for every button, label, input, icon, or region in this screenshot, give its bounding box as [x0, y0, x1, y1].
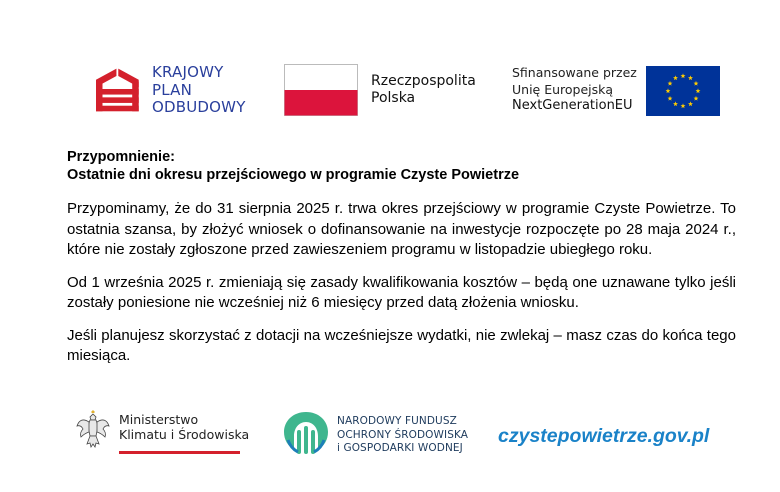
polish-eagle-icon: [75, 410, 111, 452]
eu-flag-icon: [646, 66, 720, 116]
paragraph-transition-period: Przypominamy, że do 31 sierpnia 2025 r. trwa okres przejściowy w programie Czyste Powietrze. To ostatnia szansa, by złożyć wniosek o dofinansowanie na inwestycje rozpoczęte po 28 maja 2024 r., które nie zostały zgłoszone przed zawieszeniem programu w listopadzie ubiegłego roku.: [67, 200, 736, 258]
ministry-logo-text: [119, 412, 249, 442]
nfosigw-logo-icon: [282, 410, 330, 456]
kpo-line-2: PLAN: [152, 80, 193, 99]
eu-line-1: Sfinansowane przez: [512, 65, 637, 80]
website-link[interactable]: czystepowietrze.gov.pl: [498, 425, 710, 447]
rp-line-2: Polska: [371, 90, 416, 106]
nfosigw-line-2: OCHRONY ŚRODOWISKA: [337, 428, 469, 441]
kpo-line-3: ODBUDOWY: [152, 98, 246, 116]
rzeczpospolita-logo-text: [371, 73, 476, 107]
kpo-logo-text: [152, 64, 246, 117]
polish-flag-icon: [284, 64, 358, 116]
paragraph-cost-rules: Od 1 września 2025 r. zmieniają się zasady kwalifikowania kosztów – będą one uznawane tylko jeśli zostały poniesione nie wcześniej niż 6 miesięcy przed datą złożenia wniosku.: [67, 273, 736, 311]
kpo-line-1: KRAJOWY: [152, 63, 224, 81]
eu-line-2: Unię Europejską: [512, 81, 614, 97]
nfosigw-line-3: i GOSPODARKI WODNEJ: [337, 442, 463, 454]
rp-line-1: Rzeczpospolita: [371, 73, 476, 89]
ministry-line-2: Klimatu i Środowiska: [119, 427, 250, 442]
notice-content: [67, 148, 736, 379]
notice-title-line-2: Ostatnie dni okresu przejściowego w programie Czyste Powietrze: [67, 167, 520, 183]
ministry-accent-bar: [119, 451, 240, 454]
paragraph-deadline-reminder: Jeśli planujesz skorzystać z dotacji na wcześniejsze wydatki, nie zwlekaj – masz czas do końca tego miesiąca.: [67, 326, 736, 364]
nfosigw-line-1: NARODOWY FUNDUSZ: [337, 415, 457, 427]
notice-title: [67, 148, 736, 184]
eu-line-3: NextGenerationEU: [512, 98, 633, 113]
kpo-logo-icon: [96, 62, 148, 116]
notice-title-line-1: Przypomnienie:: [67, 149, 175, 165]
nfosigw-logo-text: [337, 415, 468, 456]
eu-funding-text: [512, 65, 637, 115]
ministry-line-1: Ministerstwo: [119, 412, 199, 427]
